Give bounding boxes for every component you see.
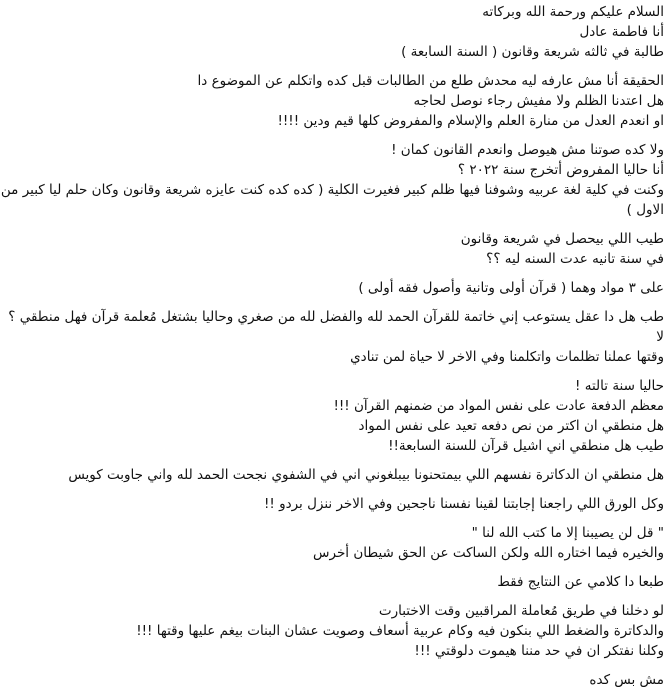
paragraph (0, 2, 664, 62)
text-line: وقتها عملنا تظلمات واتكلمنا وفي الاخر لا حياة لمن تنادي (350, 349, 664, 365)
text-line: والخيره فيما اختاره الله ولكن الساكت عن الحق شيطان أخرس (313, 545, 664, 561)
text-line: معظم الدفعة عادت على نفس المواد من ضمنهم القرآن !!! (333, 398, 664, 414)
text-line: وكنت في كلية لغة عربيه وشوفنا فيها ظلم كبير فغيرت الكلية ( كده كده كنت عايزه شريعة وقانون وكان حلم ليا كبير من الاول ) (0, 182, 664, 218)
text-line: حاليا سنة تالته ! (575, 378, 664, 394)
text-line: او انعدم العدل من منارة العلم والإسلام والمفروض كلها قيم ودين !!!! (277, 113, 664, 129)
text-line: طيب اللي بيحصل في شريعة وقانون (460, 231, 664, 247)
paragraph (0, 523, 664, 563)
text-line: هل منطقي ان الدكاترة نفسهم اللي بيمتحنونا بيبلغوني اني في الشفوي نجحت الحمد لله واني جاوبت كويس (68, 467, 664, 483)
paragraph (0, 670, 664, 690)
text-line: أنا حاليا المفروض أتخرج سنة ٢٠٢٢ ؟ (457, 162, 664, 178)
paragraph (0, 229, 664, 269)
paragraph (0, 601, 664, 661)
text-line: لو دخلنا في طريق مُعاملة المراقبين وقت الاختبارت (378, 603, 664, 619)
paragraph (0, 376, 664, 456)
text-line: والدكاترة والضغط اللي بنكون فيه وكام عربية أسعاف وصويت عشان البنات بيغم عليها وقتها !!! (136, 623, 664, 639)
paragraph (0, 140, 664, 220)
text-line: مش بس كده (589, 672, 664, 688)
text-line: " قل لن يصيبنا إلا ما كتب الله لنا " (471, 525, 664, 541)
text-line: طالبة في ثالثه شريعة وقانون ( السنة السابعة ) (401, 44, 664, 60)
text-line: ولا كده صوتنا مش هيوصل وانعدم القانون كمان ! (391, 142, 664, 158)
paragraph (0, 278, 664, 298)
text-line: هل منطقي ان اكتر من نص دفعه تعيد على نفس المواد (358, 418, 664, 434)
paragraph (0, 494, 664, 514)
text-line: طيب هل منطقي اني اشيل قرآن للسنة السابعة!! (388, 438, 664, 454)
paragraph (0, 71, 664, 131)
paragraph (0, 572, 664, 592)
text-line: أنا فاطمة عادل (579, 24, 664, 40)
paragraph (0, 307, 664, 367)
text-line: وكلنا نفتكر ان في حد مننا هيموت دلوقتي !!! (414, 643, 664, 659)
text-line: على ٣ مواد وهما ( قرآن أولى وتانية وأصول فقه أولى ) (358, 280, 664, 296)
text-line: هل اعتدنا الظلم ولا مفيش رجاء نوصل لحاجه (413, 93, 664, 109)
text-line: وكل الورق اللي راجعنا إجابتنا لقينا نفسنا ناجحين وفي الاخر ننزل بردو !! (263, 496, 664, 512)
text-line: طب هل دا عقل يستوعب إني خاتمة للقرآن الحمد لله والفضل لله من صغري وحاليا بشتغل مُعلمة قرآن فهل منطقي ؟ لا (8, 309, 664, 345)
text-line: الحقيقة أنا مش عارفه ليه محدش طلع من الطالبات قبل كده واتكلم عن الموضوع دا (197, 73, 664, 89)
text-line: في سنة تانيه عدت السنه ليه ؟؟ (486, 251, 664, 267)
text-line: السلام عليكم ورحمة الله وبركاته (482, 4, 664, 20)
text-line: طبعا دا كلامي عن النتايج فقط (497, 574, 664, 590)
paragraph (0, 465, 664, 485)
